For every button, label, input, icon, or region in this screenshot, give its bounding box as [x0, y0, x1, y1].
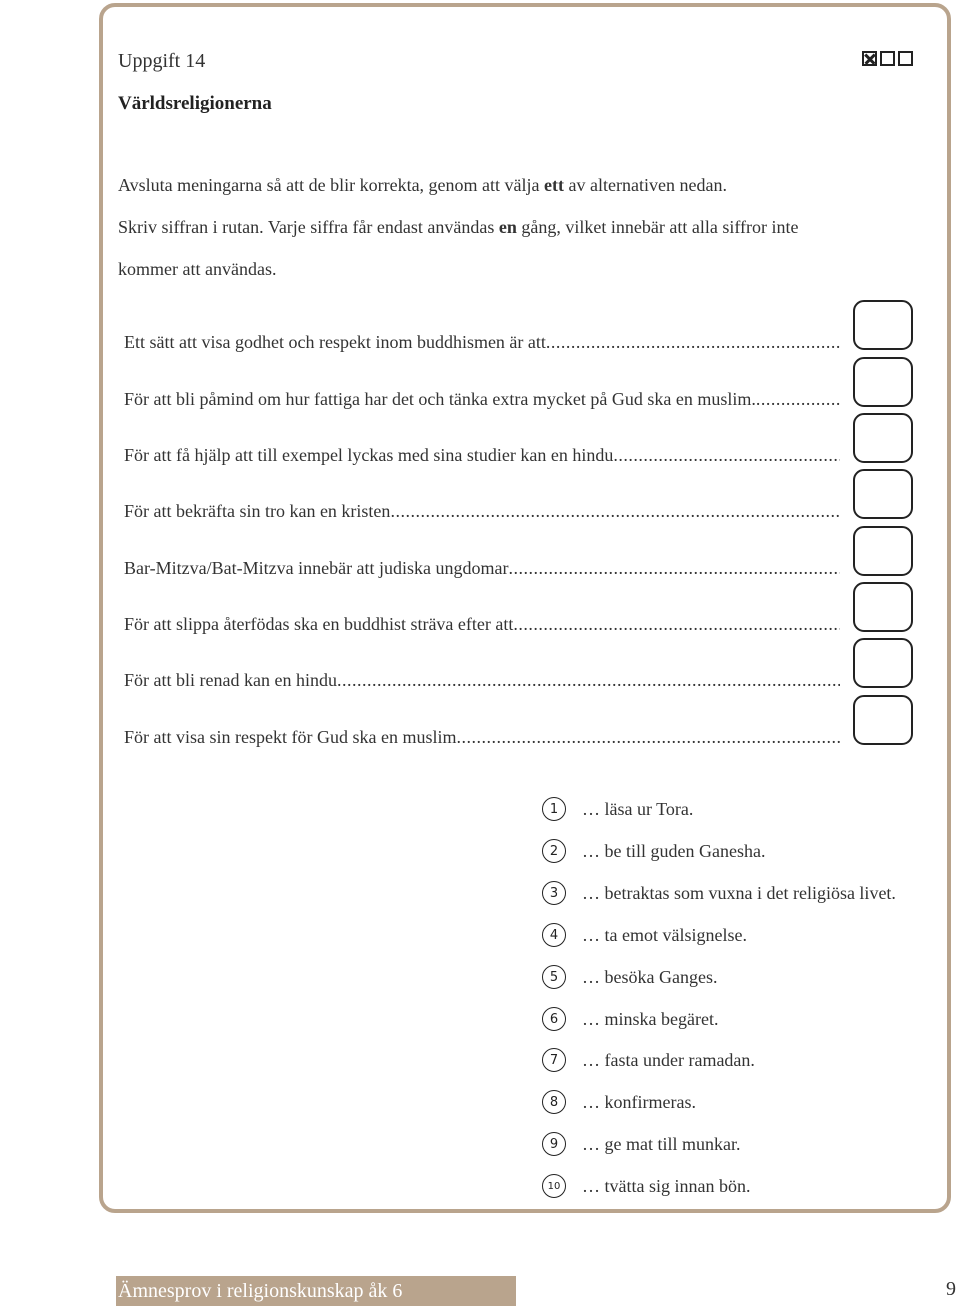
option-item — [542, 923, 747, 947]
checked-box-icon — [862, 51, 877, 66]
instruction-line: kommer att användas. — [118, 259, 277, 279]
option-text: … fasta under ramadan. — [582, 1049, 755, 1070]
statement-row — [124, 727, 840, 748]
answer-box-6[interactable] — [853, 582, 913, 632]
circled-number-icon: 10 — [542, 1174, 566, 1198]
answer-box-1[interactable] — [853, 300, 913, 350]
answer-box-8[interactable] — [853, 695, 913, 745]
statement-text: För att bli renad kan en hindu — [124, 670, 337, 690]
statement-text: För att bekräfta sin tro kan en kristen — [124, 501, 391, 521]
circled-number-icon: 1 — [542, 797, 566, 821]
option-text: … minska begäret. — [582, 1008, 719, 1029]
dot-leader — [456, 727, 840, 748]
difficulty-marks — [862, 51, 913, 66]
dot-leader — [390, 501, 840, 522]
dot-leader — [509, 558, 840, 579]
option-item — [542, 965, 717, 989]
option-text: … besöka Ganges. — [582, 966, 718, 987]
circled-number-icon: 5 — [542, 965, 566, 989]
statement-text: För att visa sin respekt för Gud ska en muslim — [124, 727, 457, 747]
circled-number-icon: 4 — [542, 923, 566, 947]
statement-text: För att få hjälp att till exempel lyckas med sina studier kan en hindu — [124, 445, 614, 465]
task-title: Världsreligionerna — [118, 93, 272, 114]
statement-row — [124, 558, 840, 579]
answer-box-2[interactable] — [853, 357, 913, 407]
instruction-text: gång, vilket innebär att alla siffror inte — [516, 217, 799, 237]
option-text: … betraktas som vuxna i det religiösa livet. — [582, 882, 896, 903]
statement-text: Ett sätt att visa godhet och respekt inom buddhismen är att — [124, 332, 546, 352]
option-text: … läsa ur Tora. — [582, 798, 694, 819]
answer-box-5[interactable] — [853, 526, 913, 576]
option-item — [542, 1048, 755, 1072]
page-number: 9 — [946, 1278, 956, 1300]
option-item — [542, 1174, 750, 1198]
option-text: … tvätta sig innan bön. — [582, 1175, 751, 1196]
statement-text: För att slippa återfödas ska en buddhist sträva efter att — [124, 614, 514, 634]
circled-number-icon: 6 — [542, 1007, 566, 1031]
empty-box-icon — [880, 51, 895, 66]
instruction-emphasis: ett — [544, 175, 565, 195]
circled-number-icon: 3 — [542, 881, 566, 905]
dot-leader — [613, 445, 840, 466]
instruction-text: av alternativen nedan. — [564, 175, 727, 195]
instruction-text: Skriv siffran i rutan. Varje siffra får endast användas — [118, 217, 499, 237]
footer-title: Ämnesprov i religionskunskap åk 6 — [116, 1276, 516, 1306]
option-item — [542, 1132, 740, 1156]
answer-box-7[interactable] — [853, 638, 913, 688]
option-item — [542, 839, 765, 863]
option-text: … ta emot välsignelse. — [582, 924, 747, 945]
answer-box-3[interactable] — [853, 413, 913, 463]
circled-number-icon: 7 — [542, 1048, 566, 1072]
statement-row — [124, 501, 840, 522]
circled-number-icon: 9 — [542, 1132, 566, 1156]
instruction-text: Avsluta meningarna så att de blir korrekta, genom att välja — [118, 175, 545, 195]
statement-row — [124, 614, 840, 635]
dot-leader — [513, 614, 840, 635]
empty-box-icon — [898, 51, 913, 66]
statement-text: För att bli påmind om hur fattiga har det och tänka extra mycket på Gud ska en muslim. — [124, 389, 756, 409]
task-number: Uppgift 14 — [118, 50, 206, 72]
dot-leader — [337, 670, 840, 691]
option-item — [542, 797, 693, 821]
statement-row — [124, 670, 840, 691]
option-item — [542, 881, 896, 905]
dot-leader — [546, 332, 840, 353]
option-text: … ge mat till munkar. — [582, 1133, 741, 1154]
dot-leader — [756, 389, 840, 410]
statement-row — [124, 445, 840, 466]
option-text: … konfirmeras. — [582, 1091, 696, 1112]
answer-box-4[interactable] — [853, 469, 913, 519]
option-text: … be till guden Ganesha. — [582, 840, 766, 861]
statement-row — [124, 332, 840, 353]
instruction-emphasis: en — [498, 217, 517, 237]
circled-number-icon: 2 — [542, 839, 566, 863]
option-item — [542, 1007, 718, 1031]
instruction-line — [118, 175, 727, 196]
statement-text: Bar-Mitzva/Bat-Mitzva innebär att judiska ungdomar — [124, 558, 509, 578]
statement-row — [124, 389, 840, 410]
circled-number-icon: 8 — [542, 1090, 566, 1114]
instruction-line — [118, 217, 798, 238]
option-item — [542, 1090, 696, 1114]
